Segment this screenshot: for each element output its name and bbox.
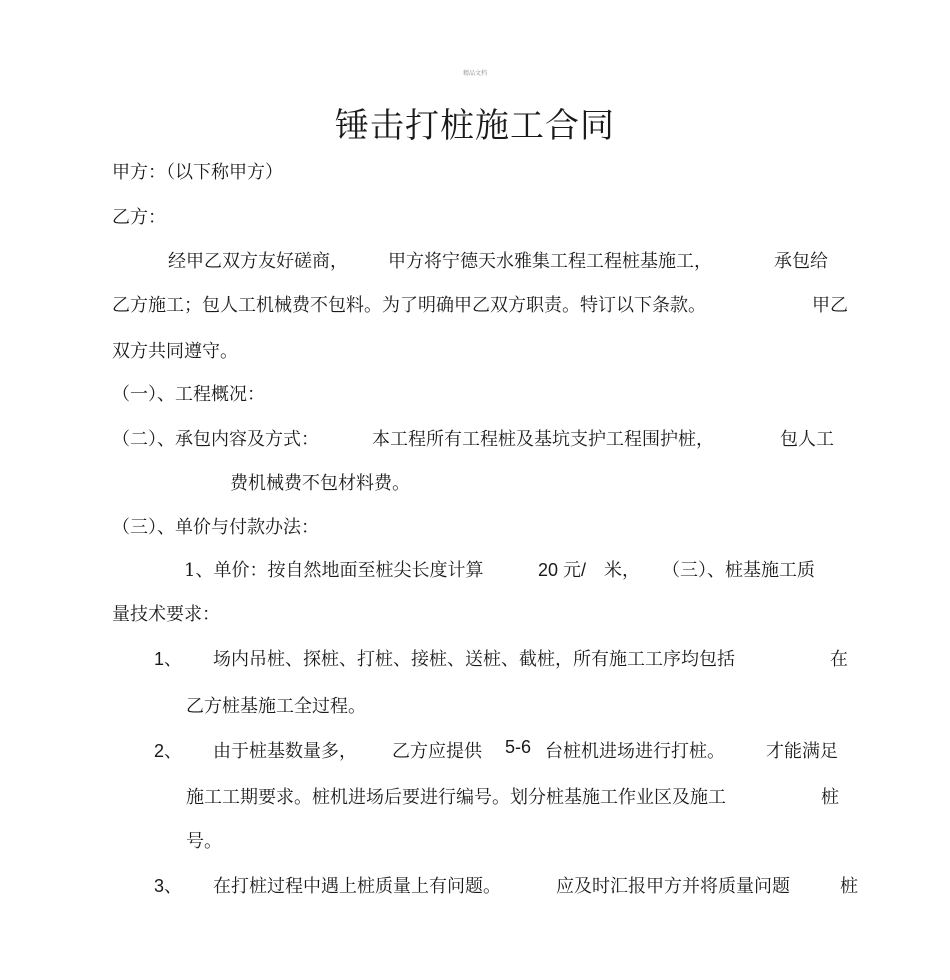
list-item-text: 施工工期要求。桩机进场后要进行编号。划分桩基施工作业区及施工 [186, 787, 726, 808]
section-2-text: 本工程所有工程桩及基坑支护工程围护桩， [372, 429, 714, 450]
list-item-text: 台桩机进场进行打桩。 [545, 741, 725, 762]
intro-text: 承包给 [774, 251, 828, 272]
section-heading-quality: 量技术要求： [112, 604, 220, 625]
list-item-number: 1、 [154, 649, 183, 669]
list-item-text: 5-6 [505, 737, 532, 757]
intro-text: 甲乙 [812, 295, 848, 316]
section-heading-1: （一）、工程概况： [112, 384, 265, 405]
intro-text: 经甲乙双方友好磋商， [168, 251, 348, 272]
list-item-text: 由于桩基数量多， [213, 741, 357, 762]
list-item-text: 乙方桩基施工全过程。 [186, 696, 366, 717]
list-item-text: 应及时汇报甲方并将质量问题 [556, 876, 790, 897]
list-item-text: 乙方应提供 [392, 741, 482, 762]
list-item-number: 2、 [154, 741, 183, 761]
list-item-number: 3、 [154, 876, 183, 896]
section-2-text: 费机械费不包材料费。 [230, 473, 410, 494]
section-2-text: 包人工 [780, 429, 834, 450]
price-text: 1、单价：按自然地面至桩尖长度计算 [184, 560, 484, 581]
list-item-text: 才能满足 [766, 741, 838, 762]
document-title: 锤击打桩施工合同 [335, 106, 615, 146]
section-heading-2: （二）、承包内容及方式： [112, 429, 319, 450]
list-item-text: 桩 [821, 787, 839, 808]
list-item-text: 在打桩过程中遇上桩质量上有问题。 [213, 876, 501, 897]
price-value: 20 元/ [538, 560, 587, 580]
header-watermark: 精品文档 [462, 70, 487, 77]
intro-text: 双方共同遵守。 [112, 341, 238, 362]
intro-text: 乙方施工；包人工机械费不包料。为了明确甲乙双方职责。特订以下条款。 [112, 295, 706, 316]
party-a-line: 甲方：（以下称甲方） [112, 162, 283, 183]
list-item-text: 在 [830, 649, 848, 670]
section-heading-quality: （三）、桩基施工质 [662, 560, 815, 581]
intro-text: 甲方将宁德天水雅集工程工程桩基施工， [388, 251, 712, 272]
list-item-text: 桩 [840, 876, 858, 897]
list-item-text: 场内吊桩、探桩、打桩、接桩、送桩、截桩，所有施工工序均包括 [213, 649, 735, 670]
party-b-line: 乙方： [112, 207, 166, 228]
price-unit: 米， [604, 560, 640, 581]
list-item-text: 号。 [186, 831, 222, 852]
section-heading-3: （三）、单价与付款办法： [112, 517, 319, 538]
